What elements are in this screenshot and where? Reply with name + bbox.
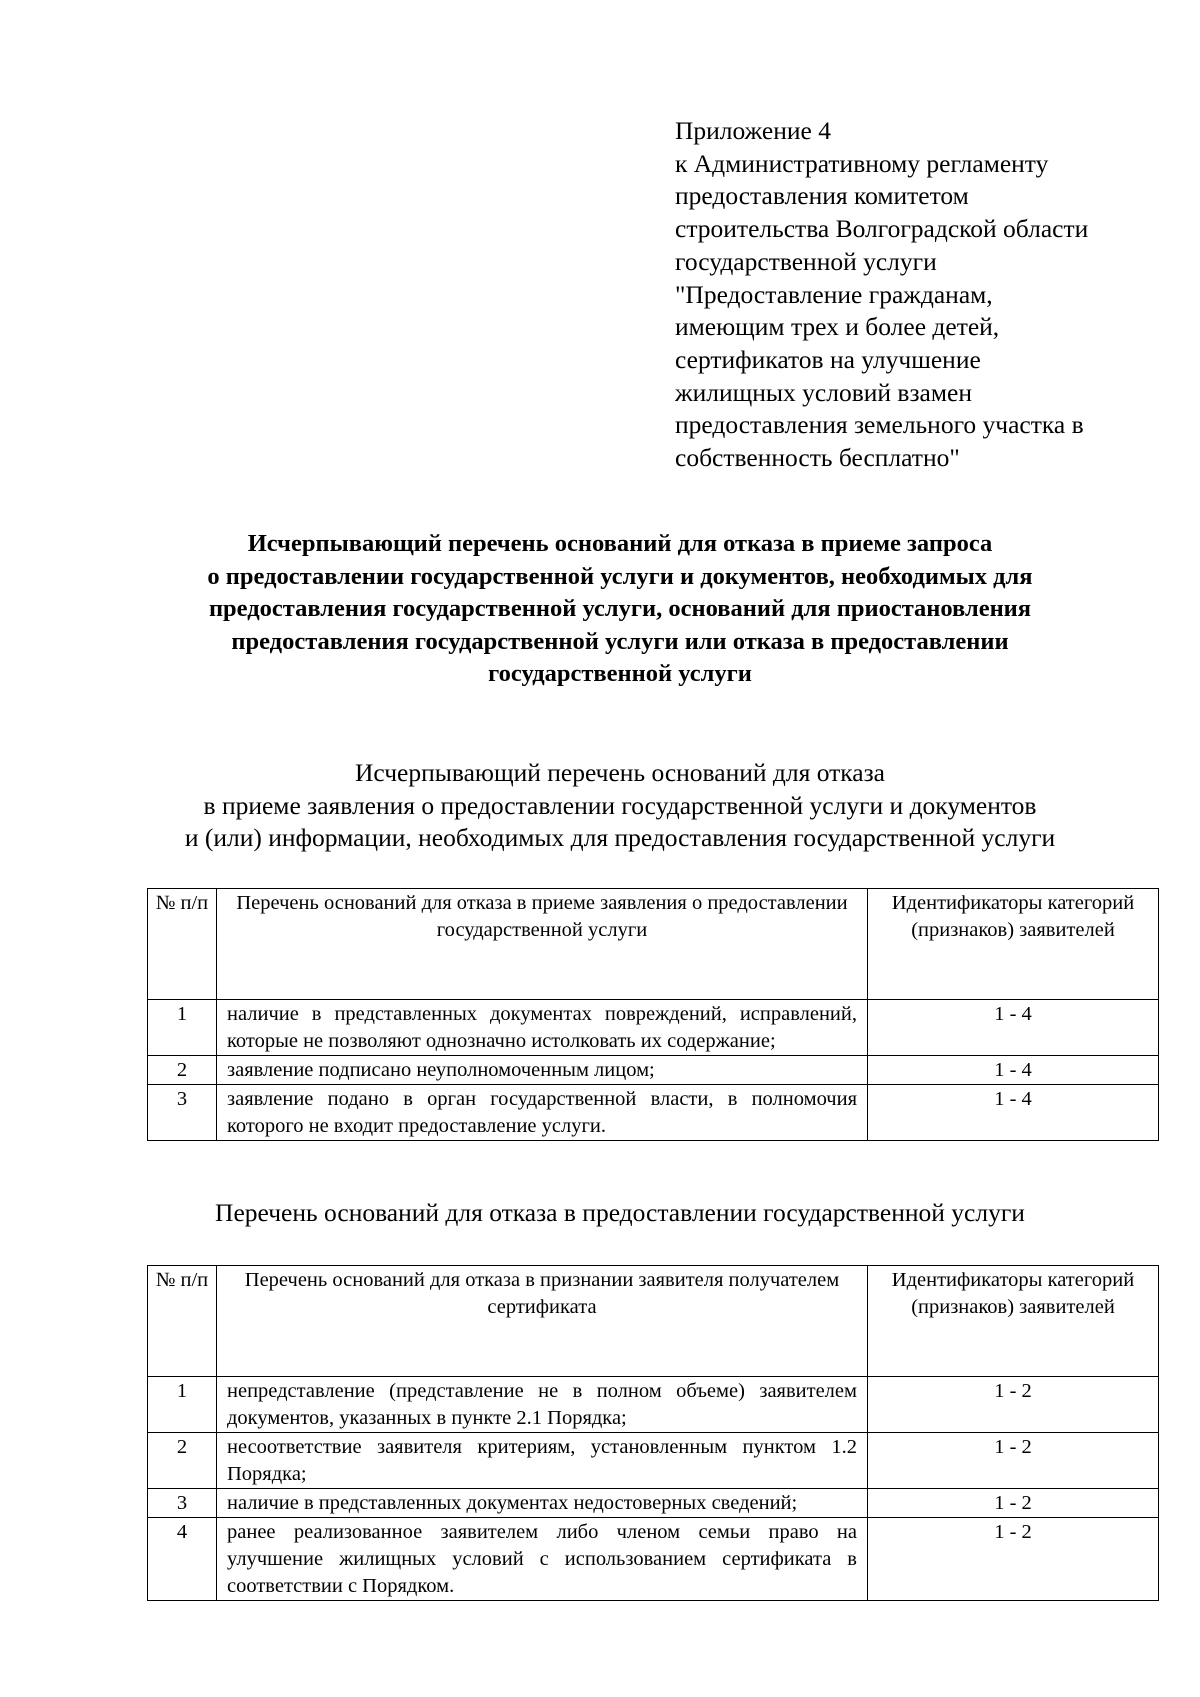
table-header-row bbox=[148, 1266, 1159, 1377]
row-identifiers: 1 - 4 bbox=[868, 1056, 1159, 1085]
row-identifiers: 1 - 2 bbox=[868, 1377, 1159, 1433]
table-row bbox=[148, 1085, 1159, 1141]
header-number: № п/п bbox=[148, 1266, 217, 1377]
appendix-block bbox=[675, 115, 1155, 475]
appendix-line: собственность бесплатно" bbox=[675, 443, 960, 473]
refusal-service-table bbox=[147, 1265, 1159, 1601]
row-identifiers: 1 - 2 bbox=[868, 1518, 1159, 1601]
section1-heading bbox=[140, 757, 1100, 855]
table-row bbox=[148, 1433, 1159, 1489]
title-line: предоставления государственной услуги, оснований для приостановления bbox=[208, 595, 1032, 622]
row-number: 2 bbox=[148, 1433, 217, 1489]
header-identifiers: Идентификаторы категорий (признаков) заявителей bbox=[868, 889, 1159, 1000]
title-line: Исчерпывающий перечень оснований для отказа в приеме запроса bbox=[247, 530, 993, 557]
appendix-line: жилищных условий взамен bbox=[675, 377, 972, 407]
appendix-line: государственной услуги bbox=[675, 246, 937, 276]
title-line: государственной услуги bbox=[488, 660, 752, 687]
row-identifiers: 1 - 2 bbox=[868, 1489, 1159, 1518]
appendix-line: имеющим трех и более детей, bbox=[675, 312, 1000, 342]
table-row bbox=[148, 1518, 1159, 1601]
title-line: о предоставлении государственной услуги и документов, необходимых для bbox=[207, 562, 1033, 590]
appendix-line: предоставления комитетом bbox=[675, 181, 969, 211]
appendix-line: "Предоставление гражданам, bbox=[675, 279, 993, 309]
document-title bbox=[140, 528, 1100, 691]
appendix-line: к Административному регламенту bbox=[675, 148, 1049, 178]
table-row bbox=[148, 1489, 1159, 1518]
title-line: предоставления государственной услуги или отказа в предоставлении bbox=[231, 627, 1009, 655]
row-number: 4 bbox=[148, 1518, 217, 1601]
appendix-line: сертификатов на улучшение bbox=[675, 344, 981, 374]
row-identifiers: 1 - 4 bbox=[868, 1085, 1159, 1141]
row-number: 3 bbox=[148, 1085, 217, 1141]
appendix-line: строительства Волгоградской области bbox=[675, 214, 1089, 244]
row-reason: заявление подписано неуполномоченным лицом; bbox=[217, 1056, 868, 1085]
header-number: № п/п bbox=[148, 889, 217, 1000]
row-reason: несоответствие заявителя критериям, установленным пунктом 1.2 Порядка; bbox=[217, 1433, 868, 1489]
table-row bbox=[148, 1377, 1159, 1433]
row-reason: заявление подано в орган государственной власти, в полномочия которого не входит предоставление услуги. bbox=[217, 1085, 868, 1141]
header-identifiers: Идентификаторы категорий (признаков) заявителей bbox=[868, 1266, 1159, 1377]
section1-heading-line: в приеме заявления о предоставлении государственной услуги и документов bbox=[203, 790, 1037, 820]
section1-heading-line: и (или) информации, необходимых для предоставления государственной услуги bbox=[184, 823, 1056, 853]
row-reason: ранее реализованное заявителем либо членом семьи право на улучшение жилищных условий с использованием сертификата в соответствии с Порядком. bbox=[217, 1518, 868, 1601]
row-identifiers: 1 - 2 bbox=[868, 1433, 1159, 1489]
header-reasons: Перечень оснований для отказа в признании заявителя получателем сертификата bbox=[217, 1266, 868, 1377]
section2-heading-line: Перечень оснований для отказа в предоставлении государственной услуги bbox=[215, 1198, 1025, 1227]
row-number: 1 bbox=[148, 1000, 217, 1056]
appendix-line: предоставления земельного участка в bbox=[675, 410, 1084, 440]
row-reason: наличие в представленных документах недостоверных сведений; bbox=[217, 1489, 868, 1518]
table-row bbox=[148, 1000, 1159, 1056]
row-reason: непредставление (представление не в полном объеме) заявителем документов, указанных в пункте 2.1 Порядка; bbox=[217, 1377, 868, 1433]
section2-heading bbox=[140, 1197, 1100, 1230]
row-reason: наличие в представленных документах повреждений, исправлений, которые не позволяют однозначно истолковать их содержание; bbox=[217, 1000, 868, 1056]
table-row bbox=[148, 1056, 1159, 1085]
header-reasons: Перечень оснований для отказа в приеме заявления о предоставлении государственной услуги bbox=[217, 889, 868, 1000]
row-number: 1 bbox=[148, 1377, 217, 1433]
row-identifiers: 1 - 4 bbox=[868, 1000, 1159, 1056]
table-header-row bbox=[148, 889, 1159, 1000]
row-number: 2 bbox=[148, 1056, 217, 1085]
appendix-line: Приложение 4 bbox=[675, 116, 831, 145]
refusal-acceptance-table bbox=[147, 888, 1159, 1141]
row-number: 3 bbox=[148, 1489, 217, 1518]
section1-heading-line: Исчерпывающий перечень оснований для отказа bbox=[355, 758, 885, 787]
